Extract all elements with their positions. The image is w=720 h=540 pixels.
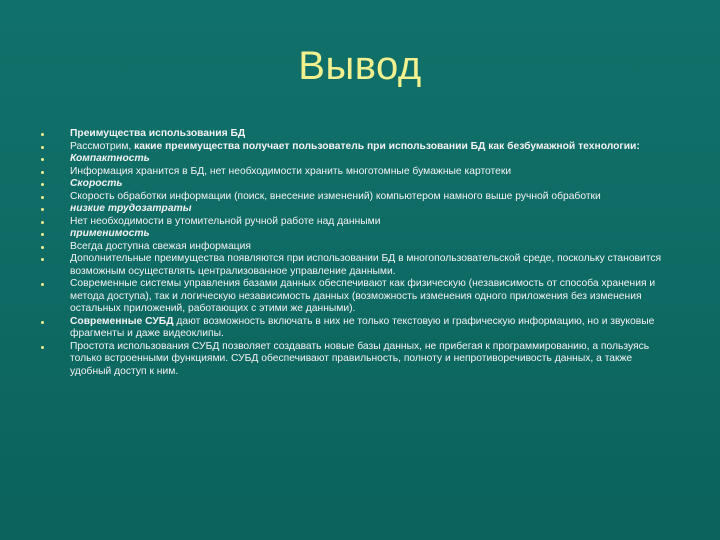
list-item <box>0 253 720 278</box>
list-item-text: Компактность <box>70 153 150 164</box>
list-item-text: Скорость <box>70 178 123 189</box>
bullet-icon <box>41 171 44 174</box>
bullet-icon <box>41 246 44 249</box>
list-item-text: Скорость обработки информации (поиск, внесение изменений) компьютером намного выше ручной обработки <box>70 190 601 202</box>
list-item-emphasis: Современные СУБД <box>70 315 174 327</box>
bullet-icon <box>41 221 44 224</box>
list-item <box>0 203 720 216</box>
bullet-list <box>0 128 720 378</box>
list-item-text: Всегда доступна свежая информация <box>70 240 251 252</box>
list-item <box>0 278 720 316</box>
list-item-text: Современные системы управления базами данных обеспечивают как физическую (независимость от способа хранения и метода доступа), так и логическую независимость данных (возможность изменения одного приложения без изменения остальных приложений, работающих с этими же данными). <box>70 278 656 314</box>
bullet-icon <box>41 133 44 136</box>
list-item <box>0 128 720 141</box>
list-item-rest: дают возможность включать в них не только текстовую и графическую информацию, но и звуковые фрагменты и даже видеоклипы. <box>70 315 655 339</box>
list-item <box>0 141 720 154</box>
list-item <box>0 178 720 191</box>
list-item-text: применимость <box>70 228 150 239</box>
list-item-text: низкие трудозатраты <box>70 203 192 214</box>
list-item <box>0 153 720 166</box>
list-item-emphasis: какие преимущества получает пользователь при использовании БД как безбумажной технологии: <box>134 140 640 152</box>
bullet-icon <box>41 146 44 149</box>
list-item <box>0 241 720 254</box>
bullet-icon <box>41 283 44 286</box>
list-item-text: Дополнительные преимущества появляются при использовании БД в многопользовательской среде, поскольку становится возможным осуществлять централизованное управление данными. <box>70 253 662 277</box>
slide-title <box>0 44 720 89</box>
list-item <box>0 216 720 229</box>
list-item <box>0 228 720 241</box>
list-item-text: Простота использования СУБД позволяет создавать новые базы данных, не прибегая к программированию, а пользуясь только встроенными функциями. СУБД обеспечивают правильность, полноту и непротиворечивость данных, а также удобный доступ к ним. <box>70 340 650 377</box>
bullet-icon <box>41 321 44 324</box>
bullet-icon <box>41 158 44 161</box>
bullet-icon <box>41 196 44 199</box>
bullet-icon <box>41 208 44 211</box>
list-item <box>0 316 720 341</box>
list-item <box>0 166 720 179</box>
list-item <box>0 341 720 379</box>
bullet-icon <box>41 233 44 236</box>
list-item-text: Преимущества использования БД <box>70 128 246 139</box>
list-item-lead: Рассмотрим, <box>70 140 135 152</box>
list-item <box>0 191 720 204</box>
bullet-icon <box>41 183 44 186</box>
bullet-icon <box>41 258 44 261</box>
slide-title-text: Вывод <box>298 44 422 88</box>
bullet-icon <box>41 346 44 349</box>
list-item-text: Нет необходимости в утомительной ручной работе над данными <box>70 215 381 227</box>
list-item-text: Информация хранится в БД, нет необходимости хранить многотомные бумажные картотеки <box>70 165 512 177</box>
